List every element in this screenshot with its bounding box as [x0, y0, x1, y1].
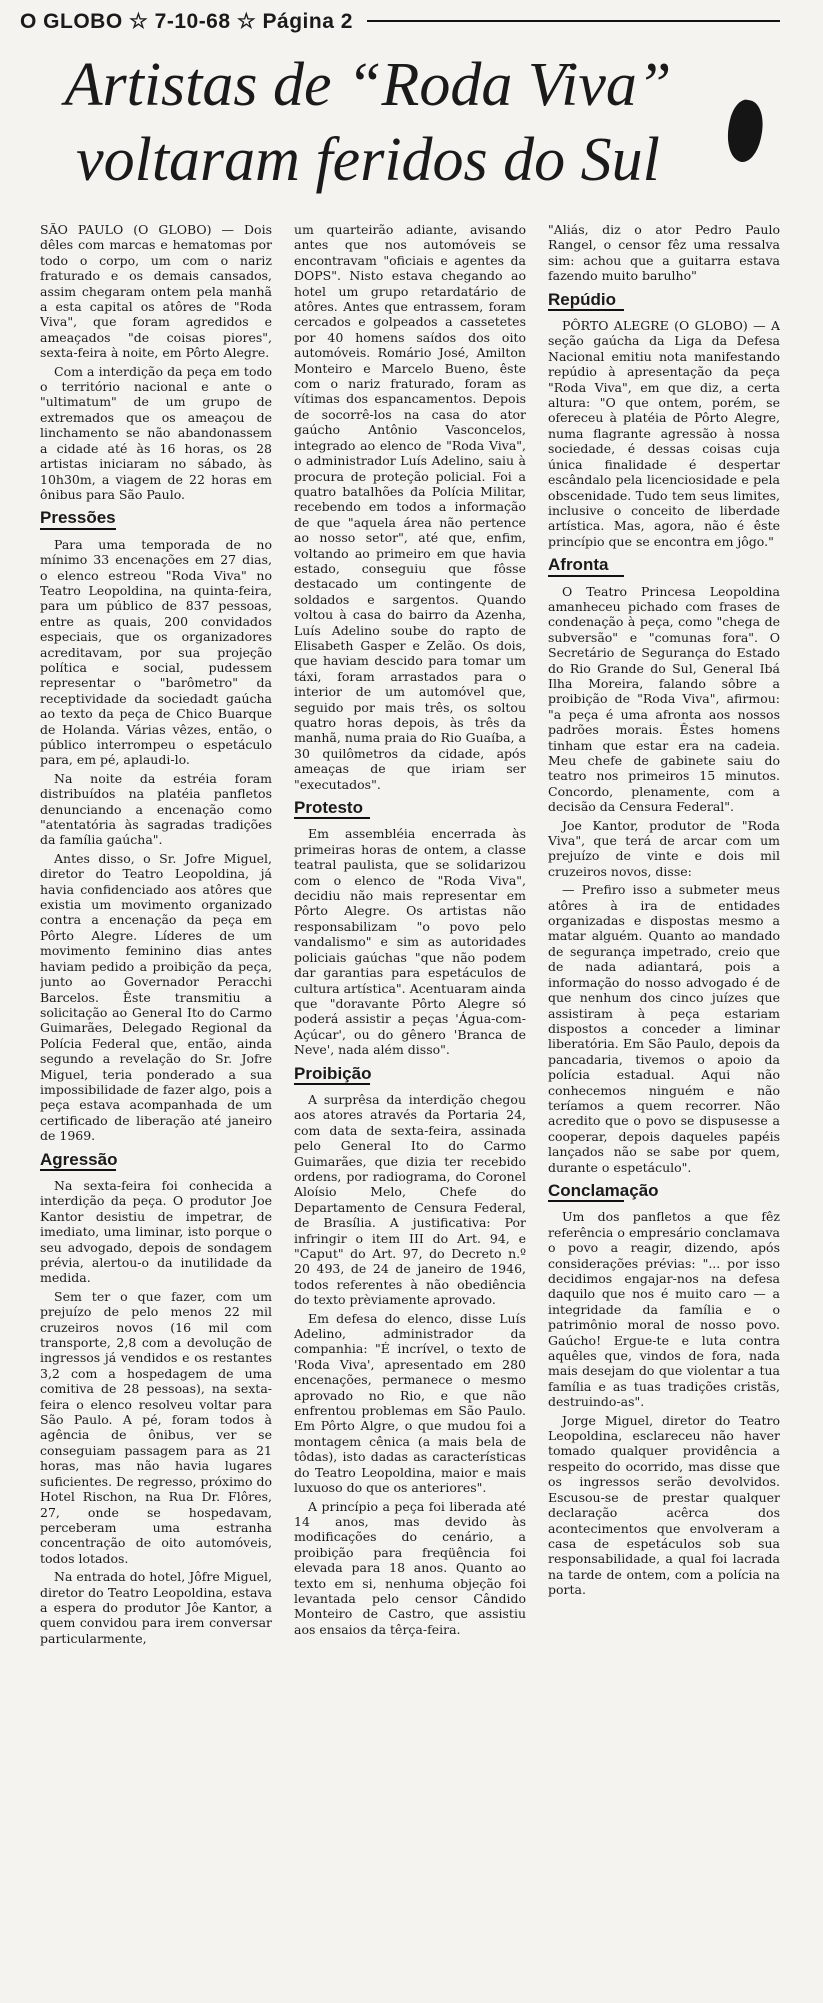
paragraph: SÃO PAULO (O GLOBO) — Dois dêles com marcas e hematomas por todo o corpo, um com o nariz fraturado e os demais cansados, assim chegaram ontem pela manhã a esta capital os atôres de "Roda Viva", que foram agredidos e ameaçados "de coisas piores", sexta-feira à noite, em Pôrto Alegre. [40, 222, 272, 361]
paragraph: "Aliás, diz o ator Pedro Paulo Rangel, o censor fêz uma ressalva sim: achou que a guitarra estava fazendo muito barulho" [548, 222, 780, 284]
column-1 [40, 222, 272, 1992]
paragraph: Antes disso, o Sr. Jofre Miguel, diretor do Teatro Leopoldina, já havia confidenciado aos atôres que existia um movimento organizado contra a encenação da peça em Pôrto Alegre. Líderes de um movimento feminino dias antes haviam pedido a proibição da peça, junto ao Governador Peracchi Barcelos. Êste transmitiu a solicitação ao General Ito do Carmo Guimarães, Delegado Regional da Polícia Federal que, então, ainda segundo a revelação do Sr. Jofre Miguel, teria ponderado a sua impossibilidade de fazer algo, pois a peça estava acompanhada de um certificado de liberação até janeiro de 1969. [40, 850, 272, 1144]
headline-line-1: Artistas de “Roda Viva” [64, 51, 672, 119]
column-2 [294, 222, 526, 1992]
paragraph: Em defesa do elenco, disse Luís Adelino, administrador da companhia: "É incrível, o texto de 'Roda Viva', apresentado em 280 encenações, permanece o mesmo aprovado no Rio, e que não enfrentou problemas em São Paulo. Em Pôrto Algre, o que mudou foi a montagem cênica (a mais bela de tôdas), isto dadas as características do Teatro Leopoldina, maior e mais luxuoso do que os anteriores". [294, 1310, 526, 1496]
paragraph: um quarteirão adiante, avisando antes que nos automóveis se encontravam "oficiais e agentes da DOPS". Nisto estava chegando ao hotel um grupo retardatário de atôres. Antes que entrassem, foram cercados e golpeados a cassetetes por 40 homens saídos dos oito automóveis. Romário José, Amilton Monteiro e Marcelo Bueno, êste com o nariz fraturado, foram as vítimas dos espancamentos. Depois de socorrê-los na casa do ator gaúcho Antônio Vasconcelos, integrado ao elenco de "Roda Viva", o administrador Luís Adelino, saiu à procura de proteção policial. Foi a quatro batalhões da Polícia Militar, recebendo em todos a informação de que "aquela área não pertence ao nosso setor", até que, enfim, voltando ao primeiro em que havia estado, conseguiu que fôsse destacado um contingente de soldados e sargentos. Quando voltou à casa do bairro da Azenha, Luís Adelino soube do rapto de Elisabeth Gasper e Zelão. Os dois, que haviam descido para tomar um táxi, foram arrastados para o interior de um automóvel que, seguido por mais três, os soltou quatro horas depois, às três da manhã, numa praia do Rio Guaíba, a 30 quilômetros da cidade, após ameaças de que iriam ser "executados". [294, 222, 526, 792]
column-3 [548, 222, 780, 1992]
section-heading-agressao: Agressão [40, 1152, 272, 1171]
paragraph: Para uma temporada de no mínimo 33 encenações em 27 dias, o elenco estreou "Roda Viva" no Teatro Leopoldina, na quinta-feira, para um público de 837 pessoas, entre as quais, 200 convidados especiais, que os organizadores acreditavam, por sua projeção política e social, pudessem representar o "barômetro" da receptividade da sociedadt gaúcha ao texto da peça de Chico Buarque de Holanda. Várias vêzes, então, o público interrompeu o espetáculo para, em pé, aplaudi-lo. [40, 536, 272, 768]
masthead-text: O GLOBO ☆ 7-10-68 ☆ Página 2 [20, 9, 353, 33]
paragraph: O Teatro Princesa Leopoldina amanheceu pichado com frases de condenação à peça, como "chega de subversão" e "comunas fora". O Secretário de Segurança do Estado do Rio Grande do Sul, General Ibá Ilha Moreira, falando sôbre a proibição de "Roda Viva", afirmou: "a peça é uma afronta aos nossos padrões morais. Êstes homens tinham que estar era na cadeia. Meu chefe de gabinete saiu do teatro nos primeiros 15 minutos. Concordo, plenamente, com a decisão da Censura Federal". [548, 583, 780, 815]
masthead [20, 10, 780, 32]
article-body [40, 222, 780, 1992]
paragraph: A princípio a peça foi liberada até 14 anos, mas devido às modificações do cenário, a proibição para freqüência foi elevada para 18 anos. Quanto ao texto em si, nenhuma objeção foi levantada pelo censor Cândido Monteiro de Castro, que assistiu aos ensaios da têrça-feira. [294, 1498, 526, 1637]
section-heading-conclamacao: Conclamação [548, 1183, 780, 1202]
headline [28, 48, 708, 198]
section-heading-protesto: Protesto [294, 800, 526, 819]
paragraph: — Prefiro isso a submeter meus atôres à ira de entidades organizadas e dispostas mesmo a matar alguém. Quanto ao mandado de segurança impetrado, creio que de nada adiantará, pois a informação do nosso advogado é de que nenhum dos cinco juízes que assistiram à peça estariam dispostos a conceder a liminar liberatória. Em São Paulo, depois da pancadaria, tivemos o apoio da polícia estadual. Aqui não conhecemos ninguém e não teríamos a quem recorrer. Não acredito que o povo se dispusesse a cooperar, depois daqueles papéis lançados não se sabe por quem, durante o espetáculo". [548, 882, 780, 1175]
section-heading-pressoes: Pressões [40, 510, 272, 529]
paragraph: Joe Kantor, produtor de "Roda Viva", que terá de arcar com um prejuízo de vinte e dois mil cruzeiros novos, disse: [548, 817, 780, 879]
section-heading-repudio: Repúdio [548, 292, 780, 311]
paragraph: Sem ter o que fazer, com um prejuízo de pelo menos 22 mil cruzeiros novos (16 mil com transporte, 2,8 com a devolução de ingressos já vendidos e os restantes 3,2 com a hospedagem de uma comitiva de 28 pessoas), na sexta-feira o elenco resolveu voltar para São Paulo. A pé, foram todos à agência de ônibus, ver se conseguiam passagem para as 21 horas, mas não havia lugares suficientes. De regresso, próximo do Hotel Rischon, na Rua Dr. Flôres, 27, onde se hospedavam, perceberam uma estranha concentração de oito automóveis, todos lotados. [40, 1288, 272, 1566]
paragraph: Com a interdição da peça em todo o território nacional e ante o "ultimatum" de um grupo de extremados que os ameaçou de linchamento se não abandonassem a cidade até às 16 horas, os 28 artistas iniciaram no sábado, às 10h30m, a viagem de 22 horas em ônibus para São Paulo. [40, 363, 272, 502]
paragraph: PÔRTO ALEGRE (O GLOBO) — A seção gaúcha da Liga da Defesa Nacional emitiu nota manifestando repúdio à apresentação da peça "Roda Viva", em que diz, a certa altura: "O que ontem, porém, se ofereceu à platéia de Pôrto Alegre, numa flagrante agressão à nossa sociedade, é dessas coisas cuja única finalidade é despertar escândalo pela licenciosidade e pela obscenidade. Tudo tem seus limites, inclusive o conceito de liberdade artística. Mas, agora, não é êste princípio que se encontra em jôgo." [548, 318, 780, 549]
paragraph: Em assembléia encerrada às primeiras horas de ontem, a classe teatral paulista, que se solidarizou com o elenco de "Roda Viva", decidiu não mais representar em Pôrto Alegre. Os artistas não responsabilizam "o povo pelo vandalismo" e sim as autoridades policiais gaúchas "que não podem dar garantias para espetáculos de cultura artística". Acentuaram ainda que "doravante Pôrto Alegre só poderá assistir a peças 'Água-com-Açúcar', ou do gênero 'Branca de Neve', nada além disso". [294, 826, 526, 1058]
section-heading-proibicao: Proibição [294, 1066, 526, 1085]
headline-line-2: voltaram feridos do Sul [76, 126, 660, 194]
paragraph: Na noite da estréia foram distribuídos na platéia panfletos denunciando a encenação como "atentatória às sagradas tradições da família gaúcha". [40, 770, 272, 848]
paragraph: A surprêsa da interdição chegou aos atores através da Portaria 24, com data de sexta-feira, assinada pelo General Ito do Carmo Guimarães, que dizia ter recebido ordens, por radiograma, do Coronel Aloísio Melo, Chefe do Departamento de Censura Federal, de Brasília. A justificativa: Por infringir o item III do Art. 94, e "Caput" do Art. 97, do Decreto n.º 20 493, de 24 de janeiro de 1946, todos referentes à não obediência do texto prèviamente aprovado. [294, 1091, 526, 1308]
paragraph: Na entrada do hotel, Jôfre Miguel, diretor do Teatro Leopoldina, estava a espera do produtor Jôe Kantor, a quem convidou para irem conversar particularmente, [40, 1569, 272, 1646]
ink-stain [722, 97, 768, 165]
paragraph: Jorge Miguel, diretor do Teatro Leopoldina, esclareceu não haver tomado qualquer providência a respeito do ocorrido, mas disse que os ingressos serão devolvidos. Escusou-se de prestar qualquer declaração acêrca dos acontecimentos que envolveram a casa de espetáculos sob sua responsabilidade, a qual foi lacrada na tarde de ontem, com a polícia na porta. [548, 1412, 780, 1598]
masthead-rule [367, 20, 780, 22]
paragraph: Na sexta-feira foi conhecida a interdição da peça. O produtor Joe Kantor desistiu de impetrar, de imediato, uma liminar, isto porque o seu advogado, depois de sondagem prévia, alertou-o da inutilidade da medida. [40, 1177, 272, 1286]
paragraph: Um dos panfletos a que fêz referência o empresário conclamava o povo a reagir, dizendo, após considerações prévias: "... por isso decidimos engajar-nos na defesa daquilo que nos é muito caro — a integridade da família e o patrimônio moral de nosso povo. Gaúcho! Ergue-te e luta contra aquêles que, vindos de fora, nada mais desejam do que violentar a tua família e as tuas tradições cristãs, destruindo-as". [548, 1209, 780, 1410]
section-heading-afronta: Afronta [548, 557, 780, 576]
